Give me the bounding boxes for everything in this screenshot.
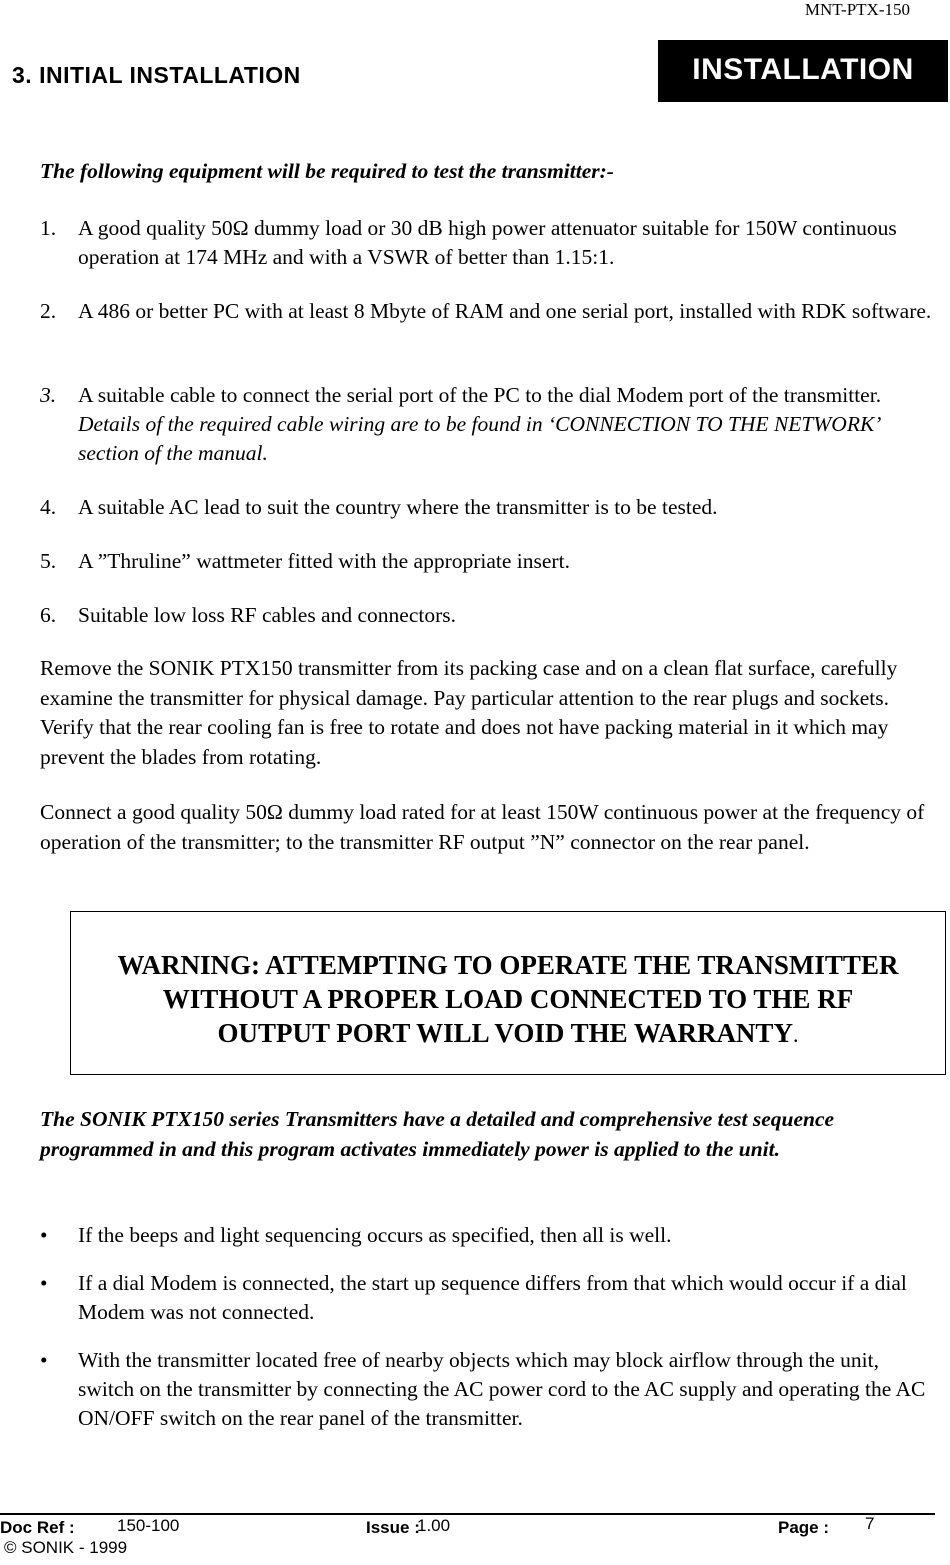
item-number: 4. [40, 495, 57, 519]
test-sequence-note: The SONIK PTX150 series Transmitters have a detailed and comprehensive test sequence programmed in and this program activates immediately power is applied to the unit. [40, 1107, 835, 1161]
bullet-text: If a dial Modem is connected, the start up sequence differs from that which would occur if a dial Modem was not connected. [78, 1271, 907, 1324]
equipment-item-6 [40, 601, 940, 630]
section-tab: INSTALLATION [658, 40, 948, 102]
issue-label: Issue : [366, 1518, 420, 1537]
item-text-main: A suitable cable to connect the serial port of the PC to the dial Modem port of the transmitter. [78, 383, 882, 407]
inspection-paragraph: Remove the SONIK PTX150 transmitter from its packing case and on a clean flat surface, carefully examine the transmitter for physical damage. Pay particular attention to the rear plugs and sockets. Verify that the rear cooling fan is free to rotate and does not have packing material in it which may prevent the blades from rotating. [40, 656, 898, 769]
issue-value: 1.00 [417, 1516, 451, 1535]
warning-period: . [792, 1022, 799, 1047]
section-title: 3. INITIAL INSTALLATION [12, 62, 301, 88]
warning-line-text: OUTPUT PORT WILL VOID THE WARRANTY [217, 1018, 793, 1048]
footer-divider [0, 1513, 935, 1515]
equipment-item-5 [40, 547, 940, 576]
equipment-item-4 [40, 493, 940, 522]
equipment-item-2 [40, 297, 940, 326]
warning-line: WARNING: ATTEMPTING TO OPERATE THE TRANSMITTER [117, 950, 899, 980]
page-number: 7 [865, 1514, 875, 1533]
bullet-mark: • [40, 1348, 48, 1372]
item-number: 1. [40, 216, 57, 240]
bullet-text: If the beeps and light sequencing occurs as specified, then all is well. [78, 1223, 672, 1247]
bullet-item-3 [40, 1346, 940, 1433]
doc-ref-label: Doc Ref : [0, 1518, 75, 1537]
equipment-item-1 [40, 214, 940, 272]
item-text: A suitable AC lead to suit the country where the transmitter is to be tested. [78, 495, 718, 519]
item-number: 2. [40, 299, 57, 323]
bullet-mark: • [40, 1223, 48, 1247]
bullet-item-2 [40, 1269, 940, 1327]
item-number: 5. [40, 549, 57, 573]
item-number: 3. [40, 383, 57, 407]
doc-ref-value: 150-100 [117, 1516, 180, 1535]
item-text-note: Details of the required cable wiring are to be found in ‘CONNECTION TO THE NETWORK’ section of the manual. [78, 412, 880, 465]
document-code: MNT-PTX-150 [804, 0, 910, 19]
item-text [78, 381, 940, 468]
item-text: A 486 or better PC with at least 8 Mbyte of RAM and one serial port, installed with RDK software. [78, 299, 932, 323]
intro-text: The following equipment will be required to test the transmitter:- [40, 159, 614, 183]
equipment-item-3 [40, 381, 940, 468]
bullet-mark: • [40, 1271, 48, 1295]
bullet-text: With the transmitter located free of nearby objects which may block airflow through the unit, switch on the transmitter by connecting the AC power cord to the AC supply and operating the AC ON/OFF switch on the rear panel of the transmitter. [78, 1348, 926, 1430]
item-number: 6. [40, 603, 57, 627]
warning-line: WITHOUT A PROPER LOAD CONNECTED TO THE RF [162, 984, 854, 1014]
warning-box [70, 911, 946, 1075]
item-text: A good quality 50Ω dummy load or 30 dB high power attenuator suitable for 150W continuous operation at 174 MHz and with a VSWR of better than 1.15:1. [78, 216, 897, 269]
copyright: © SONIK - 1999 [4, 1538, 128, 1557]
bullet-item-1 [40, 1221, 940, 1250]
load-paragraph: Connect a good quality 50Ω dummy load rated for at least 150W continuous power at the frequency of operation of the transmitter; to the transmitter RF output ”N” connector on the rear panel. [40, 800, 925, 854]
item-text: A ”Thruline” wattmeter fitted with the appropriate insert. [78, 549, 570, 573]
page-label: Page : [778, 1518, 830, 1537]
item-text: Suitable low loss RF cables and connectors. [78, 603, 456, 627]
warning-line [71, 1016, 945, 1052]
